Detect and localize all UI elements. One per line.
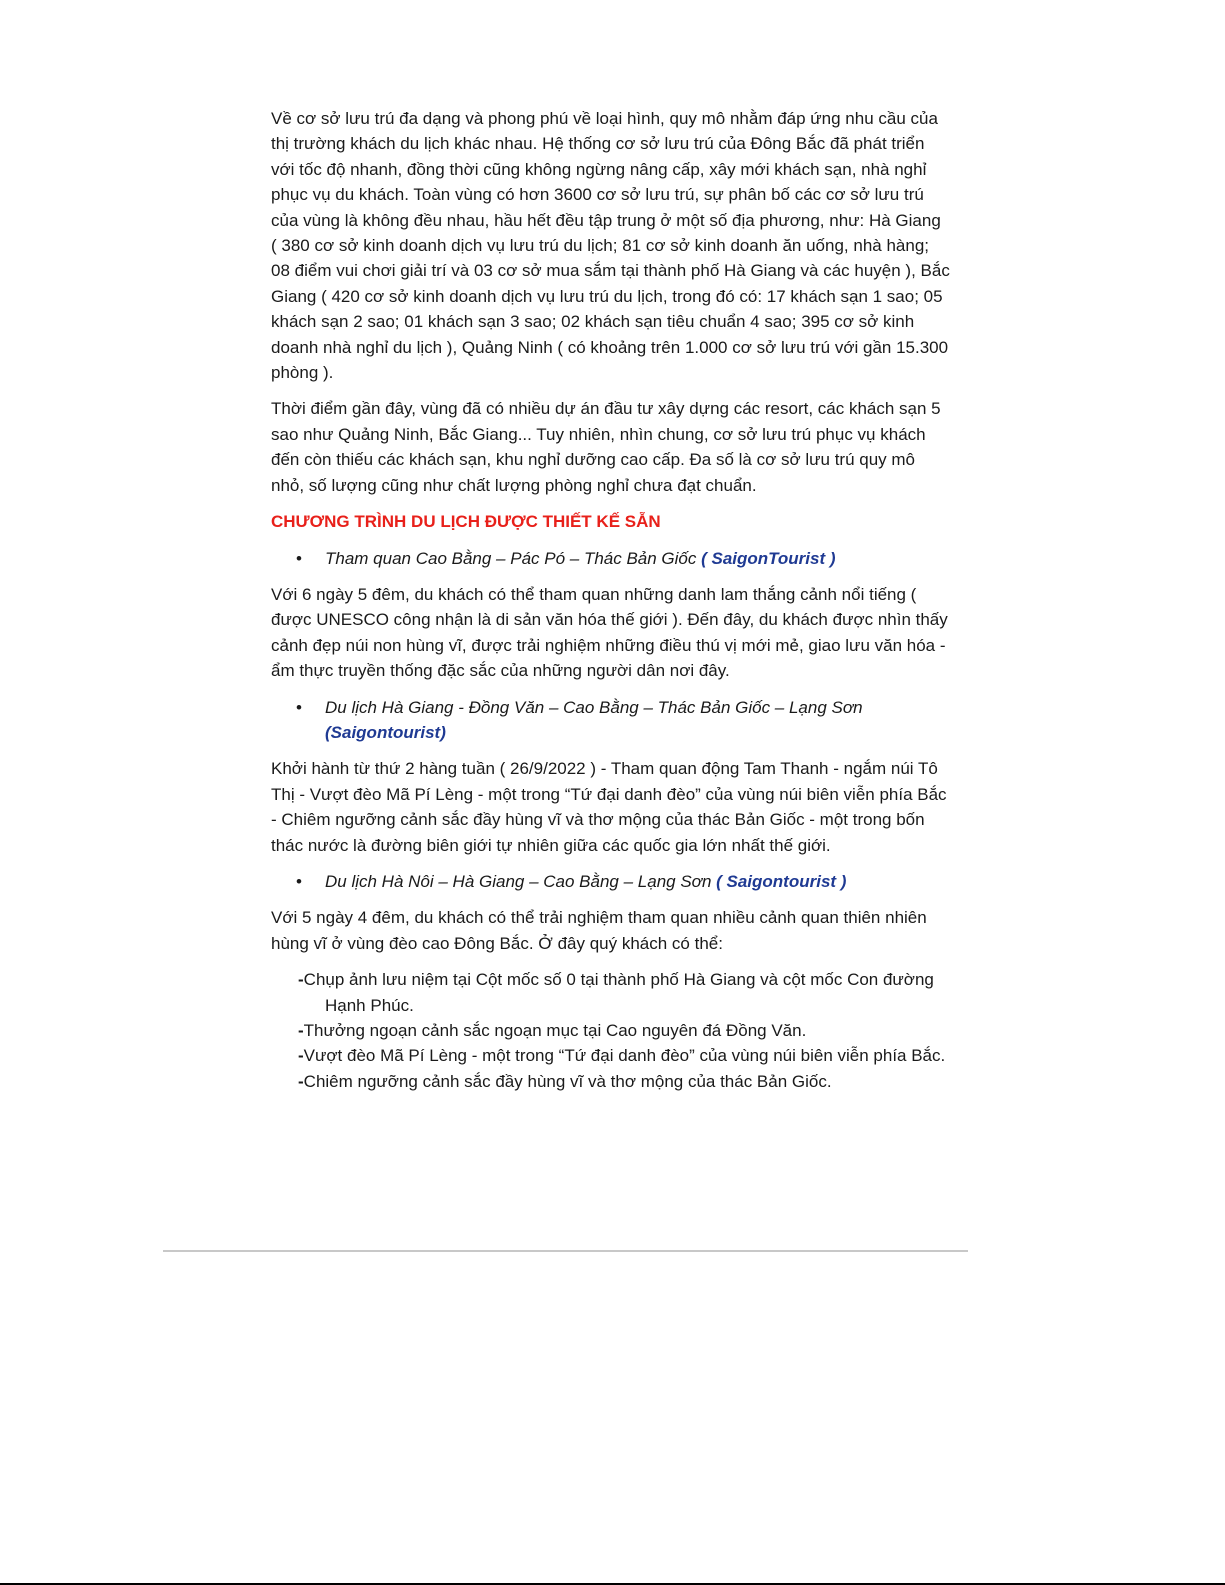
activity-list — [271, 967, 951, 1094]
tour-title: Tham quan Cao Bằng – Pác Pó – Thác Bản Giốc — [325, 548, 702, 568]
tour-source: ( Saigontourist ) — [716, 871, 847, 891]
bullet-icon: • — [296, 697, 302, 717]
tour-title: Du lịch Hà Giang - Đồng Văn – Cao Bằng – Thác Bản Giốc – Lạng Sơn — [325, 697, 863, 717]
paragraph-tour-3-description: Với 5 ngày 4 đêm, du khách có thể trải nghiệm tham quan nhiều cảnh quan thiên nhiên hùng vĩ ở vùng đèo cao Đông Bắc. Ở đây quý khách có thể: — [271, 908, 927, 953]
bullet-icon: • — [296, 871, 302, 891]
tour-source: ( SaigonTourist ) — [701, 548, 836, 568]
section-heading: CHƯƠNG TRÌNH DU LỊCH ĐƯỢC THIẾT KẾ SẴN — [271, 512, 661, 532]
document-body — [271, 106, 951, 1094]
list-item: -Thưởng ngoạn cảnh sắc ngoạn mục tại Cao nguyên đá Đồng Văn. — [298, 1021, 807, 1040]
tour-item-2 — [271, 695, 951, 746]
list-item: -Chụp ảnh lưu niệm tại Cột mốc số 0 tại thành phố Hà Giang và cột mốc Con đường Hạnh Phúc. — [298, 970, 934, 1015]
dash-icon: - — [298, 1046, 304, 1066]
list-item: -Chiêm ngưỡng cảnh sắc đầy hùng vĩ và thơ mộng của thác Bản Giốc. — [298, 1071, 832, 1091]
paragraph-tour-2-description: Khởi hành từ thứ 2 hàng tuần ( 26/9/2022 ) - Tham quan động Tam Thanh - ngắm núi Tô Thị - Vượt đèo Mã Pí Lèng - một trong “Tứ đại danh đèo” của vùng núi biên viễn phía Bắc - Chiêm ngưỡng cảnh sắc đầy hùng vĩ và thơ mộng của thác Bản Giốc - một trong bốn thác nước là đường biên giới tự nhiên giữa các quốc gia lớn nhất thế giới. — [271, 759, 947, 855]
tour-title: Du lịch Hà Nôi – Hà Giang – Cao Bằng – Lạng Sơn — [325, 871, 717, 891]
dash-icon: - — [298, 970, 304, 990]
dash-icon: - — [298, 1071, 304, 1091]
tour-item-1 — [271, 546, 951, 571]
bullet-icon: • — [296, 548, 302, 568]
list-item: -Vượt đèo Mã Pí Lèng - một trong “Tứ đại danh đèo” của vùng núi biên viễn phía Bắc. — [298, 1046, 946, 1066]
tour-source: (Saigontourist) — [325, 722, 446, 742]
paragraph-recent-investment: Thời điểm gần đây, vùng đã có nhiều dự án đầu tư xây dựng các resort, các khách sạn 5 sao như Quảng Ninh, Bắc Giang... Tuy nhiên, nhìn chung, cơ sở lưu trú phục vụ khách đến còn thiếu các khách sạn, khu nghỉ dưỡng cao cấp. Đa số là cơ sở lưu trú quy mô nhỏ, số lượng cũng như chất lượng phòng nghỉ chưa đạt chuẩn. — [271, 399, 941, 495]
page-divider — [163, 1250, 968, 1252]
paragraph-accommodation-overview: Về cơ sở lưu trú đa dạng và phong phú về loại hình, quy mô nhằm đáp ứng nhu cầu của thị trường khách du lịch khác nhau. Hệ thống cơ sở lưu trú của Đông Bắc đã phát triển với tốc độ nhanh, đồng thời cũng không ngừng nâng cấp, xây mới khách sạn, nhà nghỉ phục vụ du khách. Toàn vùng có hơn 3600 cơ sở lưu trú, sự phân bố các cơ sở lưu trú của vùng là không đều nhau, hầu hết đều tập trung ở một số địa phương, như: Hà Giang ( 380 cơ sở kinh doanh dịch vụ lưu trú du lịch; 81 cơ sở kinh doanh ăn uống, nhà hàng; 08 điểm vui chơi giải trí và 03 cơ sở mua sắm tại thành phố Hà Giang và các huyện ), Bắc Giang ( 420 cơ sở kinh doanh dịch vụ lưu trú du lịch, trong đó có: 17 khách sạn 1 sao; 05 khách sạn 2 sao; 01 khách sạn 3 sao; 02 khách sạn tiêu chuẩn 4 sao; 395 cơ sở kinh doanh nhà nghỉ du lịch ), Quảng Ninh ( có khoảng trên 1.000 cơ sở lưu trú với gần 15.300 phòng ). — [271, 109, 950, 383]
tour-item-3 — [271, 869, 951, 894]
dash-icon: - — [298, 1021, 304, 1040]
paragraph-tour-1-description: Với 6 ngày 5 đêm, du khách có thể tham quan những danh lam thắng cảnh nổi tiếng ( được UNESCO công nhận là di sản văn hóa thế giới ). Đến đây, du khách được nhìn thấy cảnh đẹp núi non hùng vĩ, được trải nghiệm những điều thú vị mới mẻ, giao lưu văn hóa - ẩm thực truyền thống đặc sắc của những người dân nơi đây. — [271, 584, 948, 681]
